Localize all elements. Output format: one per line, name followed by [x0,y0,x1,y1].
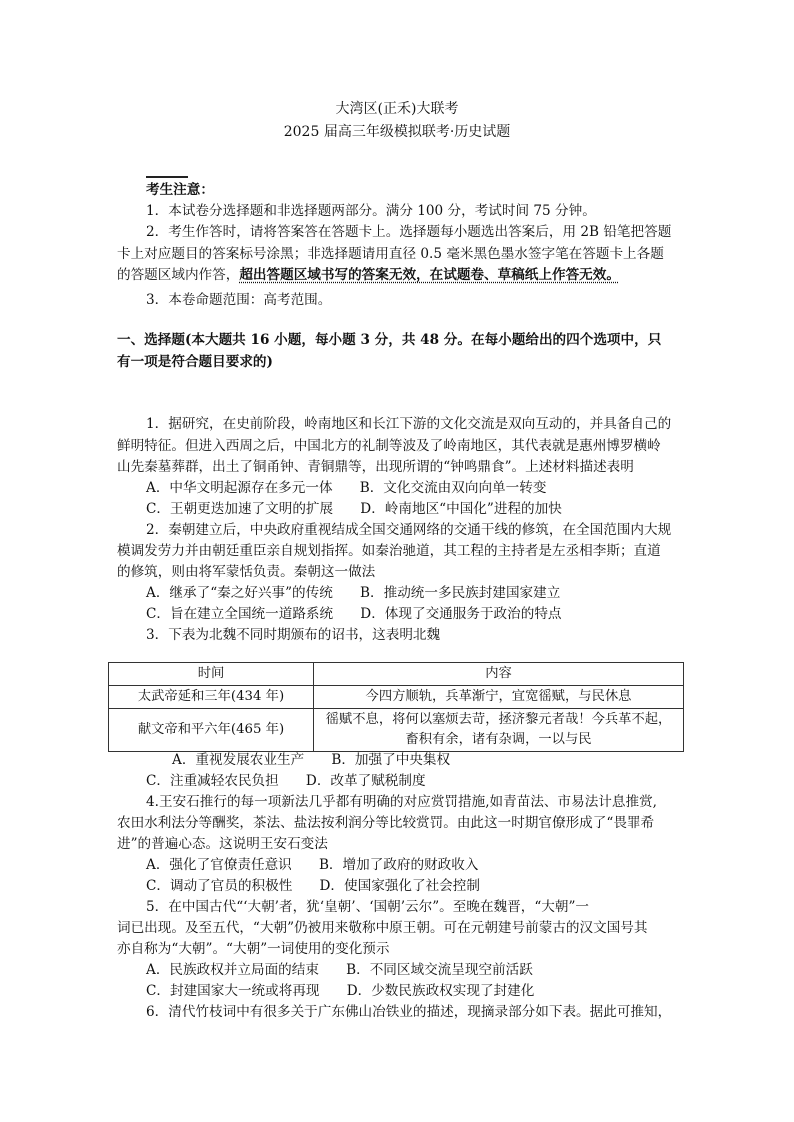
table-header-content: 内容 [314,663,684,686]
question-4-line-2: 农田水利法分等酬奖，茶法、盐法按利润分等比较赏罚。由此这一时期官僚形成了“畏罪希 [117,815,655,831]
table-row [109,686,684,709]
table-cell-time: 太武帝延和三年(434 年) [109,686,314,709]
question-4-line-1: 4.王安石推行的每一项新法几乎都有明确的对应赏罚措施,如青苗法、市易法计息推赏, [146,794,657,810]
question-4-options-cd: C．调动了官员的积极性 D．使国家强化了社会控制 [146,878,480,894]
section-heading-line-2: 有一项是符合题目要求的) [117,354,273,370]
section-heading-line-1: 一、选择题(本大题共 16 小题，每小题 3 分，共 48 分。在每小题给出的四个选项中，只 [117,332,662,348]
question-5-line-1: 5．在中国古代“‘大朝’者，犹‘皇朝’、‘国朝’云尔”。至晚在魏晋，“大朝”一 [146,899,589,915]
table-cell-content [314,709,684,752]
notice-item-2-line-1: 2．考生作答时，请将答案答在答题卡上。选择题每小题选出答案后，用 2B 铅笔把答题 [146,224,672,240]
question-6-line-1: 6．清代竹枝词中有很多关于广东佛山冶铁业的描述，现摘录部分如下表。据此可推知， [146,1004,672,1020]
notice-item-3: 3．本卷命题范围：高考范围。 [146,292,332,308]
question-5-line-2: 词已出现。及至五代，“大朝”仍被用来敬称中原王朝。可在元朝建号前蒙古的汉文国号其 [117,920,648,936]
table-header-time: 时间 [109,663,314,686]
question-2-line-3: 的修筑，则由将军蒙恬负责。秦朝这一做法 [117,564,376,580]
table-cell-content: 今四方顺轨，兵革渐宁，宜宽徭赋，与民休息 [314,686,684,709]
table-row [109,709,684,752]
notice-item-1: 1．本试卷分选择题和非选择题两部分。满分 100 分，考试时间 75 分钟。 [146,203,596,219]
question-1-line-3: 山先秦墓葬群，出土了铜甬钟、青铜鼎等，出现所谓的“钟鸣鼎食”。上述材料描述表明 [117,459,634,475]
question-1-line-1: 1．据研究，在史前阶段，岭南地区和长江下游的文化交流是双向互动的，并具备自己的 [146,416,672,432]
notice-item-2-prefix: 的答题区域内作答， [117,267,240,283]
notice-item-2-line-3 [117,265,620,285]
question-1-line-2: 鲜明特征。但进入西周之后，中国北方的礼制等波及了岭南地区，其代表就是惠州博罗横岭 [117,438,661,454]
table-cell-time: 献文帝和平六年(465 年) [109,709,314,752]
question-2-options-ab: A．继承了“秦之好兴事”的传统 B．推动统一多民族封建国家建立 [146,585,561,601]
question-3-line-1: 3．下表为北魏不同时期颁布的诏书，这表明北魏 [146,627,441,643]
question-5-options-ab: A．民族政权并立局面的结束 B．不同区域交流呈现空前活跃 [146,962,533,978]
notice-heading: 考生注意： [146,182,214,198]
question-4-options-ab: A．强化了官僚责任意识 B．增加了政府的财政收入 [146,857,479,873]
question-1-options-ab: A．中华文明起源存在多元一体 B．文化交流由双向向单一转变 [146,480,547,496]
question-2-line-1: 2．秦朝建立后，中央政府重视结成全国交通网络的交通干线的修筑，在全国范围内大规 [146,522,672,538]
question-2-options-cd: C．旨在建立全国统一道路系统 D．体现了交通服务于政治的特点 [146,606,562,622]
notice-item-2-line-2: 卡上对应题目的答案标号涂黑；非选择题请用直径 0.5 毫米黑色墨水签字笔在答题卡上各题 [117,246,664,262]
exam-subtitle: 2025 届高三年级模拟联考·历史试题 [283,124,511,140]
exam-title: 大湾区(正禾)大联考 [335,101,459,117]
question-3-options-ab: A．重视发展农业生产 B．加强了中央集权 [172,752,451,768]
question-1-options-cd: C．王朝更迭加速了文明的扩展 D．岭南地区“中国化”进程的加快 [146,501,562,517]
question-2-line-2: 模调发劳力并由朝廷重臣亲自规划指挥。如秦治驰道，其工程的主持者是左丞相李斯；直道 [117,543,661,559]
table-cell-content-line-2: 畜积有余，诸有杂调，一以与民 [405,732,592,747]
divider [146,176,188,178]
question-5-line-3: 亦自称为“大朝”。“大朝”一词使用的变化预示 [117,941,390,957]
question-5-options-cd: C．封建国家大一统或将再现 D．少数民族政权实现了封建化 [146,983,535,999]
question-3-options-cd: C．注重减轻农民负担 D．改革了赋税制度 [146,773,426,789]
notice-item-2-emphasis: 超出答题区域书写的答案无效，在试题卷、草稿纸上作答无效。 [239,267,620,283]
question-4-line-3: 进”的普遍心态。这说明王安石变法 [117,836,328,852]
table-cell-content-line-1: 徭赋不息，将何以塞烦去苛，拯济黎元者哉！今兵革不起， [325,712,672,727]
table-header-row [109,663,684,686]
edict-table [108,662,684,752]
